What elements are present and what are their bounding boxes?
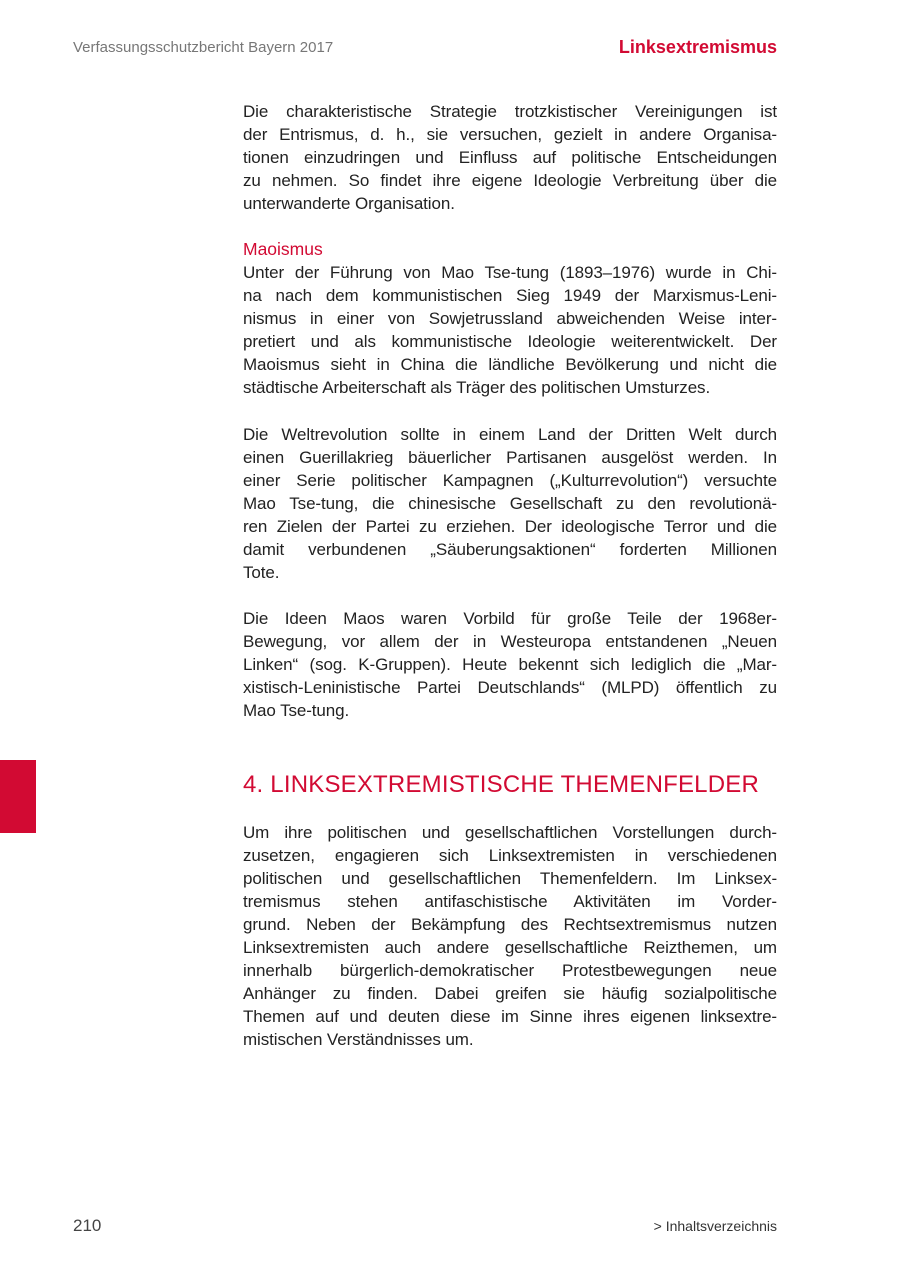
subheading-maoismus: Maoismus — [243, 239, 323, 259]
text-line: einer Serie politischer Kampagnen („Kulturrevolution“) versuchte — [243, 471, 777, 490]
text-line: städtische Arbeiterschaft als Träger des politischen Umsturzes. — [243, 378, 711, 397]
running-header-title: Verfassungsschutzbericht Bayern 2017 — [73, 39, 334, 56]
table-of-contents-link[interactable]: > Inhaltsverzeichnis — [653, 1218, 777, 1234]
text-line: einen Guerillakrieg bäuerlicher Partisanen ausgelöst werden. In — [243, 448, 777, 467]
text-line: na nach dem kommunistischen Sieg 1949 der Marxismus-Leni- — [243, 286, 777, 305]
paragraph-trotzkismus — [243, 100, 777, 215]
text-line: mistischen Verständnisses um. — [243, 1030, 474, 1049]
text-line: Tote. — [243, 563, 280, 582]
text-line: Themen auf und deuten diese im Sinne ihres eigenen linksextre- — [243, 1007, 777, 1026]
text-line: der Entrismus, d. h., sie versuchen, gezielt in andere Organisa- — [243, 125, 777, 144]
text-line: Mao Tse-tung, die chinesische Gesellschaft zu den revolutionä- — [243, 494, 777, 513]
paragraph-maoismus-2 — [243, 423, 777, 584]
paragraph-maoismus-1 — [243, 261, 777, 399]
text-line: zusetzen, engagieren sich Linksextremisten in verschiedenen — [243, 846, 777, 865]
chapter-marker — [0, 760, 36, 833]
text-line: innerhalb bürgerlich-demokratischer Protestbewegungen neue — [243, 961, 777, 980]
text-line: tionen einzudringen und Einfluss auf politische Entscheidungen — [243, 148, 777, 167]
text-line: Unter der Führung von Mao Tse-tung (1893–1976) wurde in Chi- — [243, 263, 777, 282]
text-line: Linken“ (sog. K-Gruppen). Heute bekennt sich lediglich die „Mar- — [243, 655, 777, 674]
text-line: damit verbundenen „Säuberungsaktionen“ forderten Millionen — [243, 540, 777, 559]
text-line: tremismus stehen antifaschistische Aktivitäten im Vorder- — [243, 892, 777, 911]
page-number: 210 — [73, 1216, 102, 1235]
text-line: Bewegung, vor allem der in Westeuropa entstandenen „Neuen — [243, 632, 777, 651]
text-line: unterwanderte Organisation. — [243, 194, 455, 213]
text-line: Die Ideen Maos waren Vorbild für große Teile der 1968er- — [243, 609, 777, 628]
paragraph-themenfelder — [243, 821, 777, 1051]
text-line: Die charakteristische Strategie trotzkistischer Vereinigungen ist — [243, 102, 777, 121]
text-line: zu nehmen. So findet ihre eigene Ideologie Verbreitung über die — [243, 171, 777, 190]
text-line: Maoismus sieht in China die ländliche Bevölkerung und nicht die — [243, 355, 777, 374]
text-line: nismus in einer von Sowjetrussland abweichenden Weise inter- — [243, 309, 777, 328]
text-line: Um ihre politischen und gesellschaftlichen Vorstellungen durch- — [243, 823, 777, 842]
text-line: Anhänger zu finden. Dabei greifen sie häufig sozialpolitische — [243, 984, 777, 1003]
text-line: Mao Tse-tung. — [243, 701, 350, 720]
text-line: xistisch-Leninistische Partei Deutschlands“ (MLPD) öffentlich zu — [243, 678, 777, 697]
chapter-title: Linksextremismus — [618, 37, 777, 57]
text-line: ren Zielen der Partei zu erziehen. Der ideologische Terror und die — [243, 517, 777, 536]
text-line: grund. Neben der Bekämpfung des Rechtsextremismus nutzen — [243, 915, 777, 934]
text-line: Linksextremisten auch andere gesellschaftliche Reizthemen, um — [243, 938, 777, 957]
section-heading: 4. LINKSEXTREMISTISCHE THEMENFELDER — [243, 771, 759, 798]
text-line: politischen und gesellschaftlichen Themenfeldern. Im Linksex- — [243, 869, 777, 888]
paragraph-maoismus-3 — [243, 607, 777, 722]
text-line: pretiert und als kommunistische Ideologie weiterentwickelt. Der — [243, 332, 777, 351]
text-line: Die Weltrevolution sollte in einem Land der Dritten Welt durch — [243, 425, 777, 444]
